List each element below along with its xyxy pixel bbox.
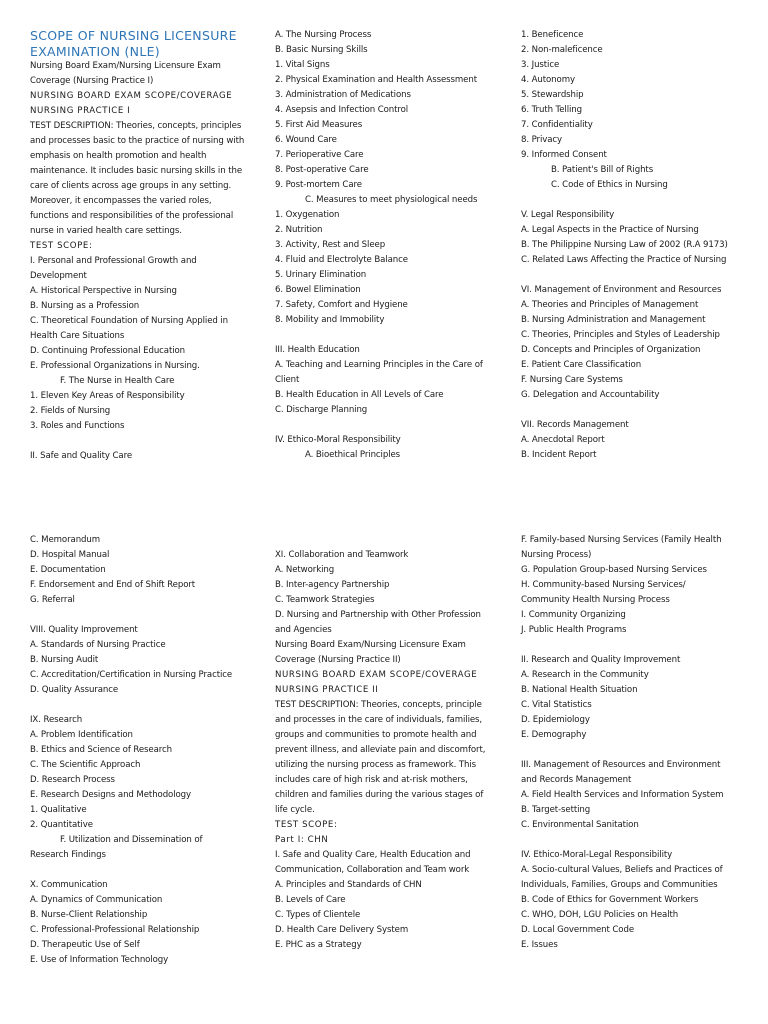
text-line: B. Nursing Administration and Management (521, 315, 706, 325)
blank-line (521, 833, 737, 848)
text-line: B. Nursing Audit (30, 655, 99, 665)
text-line: F. Endorsement and End of Shift Report (30, 580, 196, 590)
text-line: A. Dynamics of Communication (30, 895, 163, 905)
text-line: A. Research in the Community (521, 670, 649, 680)
text-line: 2. Physical Examination and Health Assessment (275, 75, 477, 85)
blank-line (30, 434, 246, 449)
text-line: 8. Post-operative Care (275, 165, 369, 175)
text-line: I. Safe and Quality Care, Health Education and Communication, Collaboration and Team work (275, 850, 471, 875)
text-line: TEST DESCRIPTION: Theories, concepts, principle and processes in the care of individuals, families, groups and communities to promote health and prevent illness, and alleviate pain and discomfort, utilizing the nursing process as framework. This includes care of high risk and at-risk mothers, children and families during the various stages of life cycle. (275, 700, 486, 815)
text-line: II. Safe and Quality Care (30, 451, 133, 461)
text-line: 3. Justice (521, 60, 560, 70)
text-line: 4. Asepsis and Infection Control (275, 105, 409, 115)
blank-line (30, 863, 246, 878)
text-line: A. Historical Perspective in Nursing (30, 286, 177, 296)
blank-line (521, 743, 737, 758)
text-line: D. Hospital Manual (30, 550, 110, 560)
text-line: E. Professional Organizations in Nursing. (30, 361, 200, 371)
text-line: D. Research Process (30, 775, 115, 785)
text-line: 2. Non-maleficence (521, 45, 603, 55)
text-line: C. Theories, Principles and Styles of Leadership (521, 330, 720, 340)
text-line: A. Anecdotal Report (521, 435, 605, 445)
text-line: C. WHO, DOH, LGU Policies on Health (521, 910, 679, 920)
text-line: C. Professional-Professional Relationship (30, 925, 200, 935)
text-line: J. Public Health Programs (521, 625, 627, 635)
text-line: A. Field Health Services and Information System (521, 790, 724, 800)
text-line: D. Local Government Code (521, 925, 635, 935)
text-line: IV. Ethico-Moral-Legal Responsibility (521, 850, 673, 860)
text-line: F. Utilization and Dissemination of (60, 835, 203, 845)
text-line: D. Continuing Professional Education (30, 346, 186, 356)
text-line: C. Theoretical Foundation of Nursing Applied in Health Care Situations (30, 316, 229, 341)
document-title: SCOPE OF NURSING LICENSURE EXAMINATION (NLE) (30, 28, 237, 59)
text-line: A. Bioethical Principles (305, 450, 401, 460)
text-line: 6. Bowel Elimination (275, 285, 361, 295)
text-line: 6. Truth Telling (521, 105, 582, 115)
blank-line (521, 403, 737, 418)
text-line: F. The Nurse in Health Care (60, 376, 175, 386)
text-line: VIII. Quality Improvement (30, 625, 138, 635)
text-line: I. Community Organizing (521, 610, 626, 620)
text-line: G. Population Group-based Nursing Services (521, 565, 707, 575)
text-line: VI. Management of Environment and Resources (521, 285, 722, 295)
text-line: 8. Privacy (521, 135, 563, 145)
text-line: D. Epidemiology (521, 715, 590, 725)
text-line: 7. Confidentiality (521, 120, 593, 130)
text-line: F. Family-based Nursing Services (Family Health Nursing Process) (521, 535, 722, 560)
text-line: C. Teamwork Strategies (275, 595, 375, 605)
text-line: 3. Activity, Rest and Sleep (275, 240, 386, 250)
text-column-3 (521, 28, 737, 463)
text-line: B. Ethics and Science of Research (30, 745, 173, 755)
text-line: B. Basic Nursing Skills (275, 45, 368, 55)
text-line: 1. Qualitative (30, 805, 87, 815)
text-line: B. National Health Situation (521, 685, 638, 695)
text-line: F. Nursing Care Systems (521, 375, 623, 385)
text-line: B. Health Education in All Levels of Care (275, 390, 444, 400)
text-line: A. Standards of Nursing Practice (30, 640, 166, 650)
blank-line (30, 608, 246, 623)
text-line: 7. Perioperative Care (275, 150, 364, 160)
text-line: C. Discharge Planning (275, 405, 368, 415)
text-line: 9. Post-mortem Care (275, 180, 362, 190)
text-line: 2. Fields of Nursing (30, 406, 111, 416)
blank-line (521, 638, 737, 653)
text-line: X. Communication (30, 880, 108, 890)
text-line: C. Environmental Sanitation (521, 820, 639, 830)
blank-line (275, 418, 491, 433)
text-line: 6. Wound Care (275, 135, 337, 145)
text-line: I. Personal and Professional Growth and Development (30, 256, 197, 281)
text-line: 2. Quantitative (30, 820, 93, 830)
text-line: V. Legal Responsibility (521, 210, 615, 220)
text-line: NURSING PRACTICE II (275, 685, 379, 695)
text-line: B. Code of Ethics for Government Workers (521, 895, 699, 905)
text-line: 9. Informed Consent (521, 150, 607, 160)
text-column-1 (30, 533, 246, 968)
blank-line (521, 268, 737, 283)
text-line: B. Patient's Bill of Rights (551, 165, 654, 175)
text-line: 5. Stewardship (521, 90, 584, 100)
text-line: A. Legal Aspects in the Practice of Nursing (521, 225, 699, 235)
text-line: B. Incident Report (521, 450, 597, 460)
text-line: D. Therapeutic Use of Self (30, 940, 140, 950)
text-line: E. PHC as a Strategy (275, 940, 362, 950)
text-line: 1. Oxygenation (275, 210, 340, 220)
text-line: C. The Scientific Approach (30, 760, 141, 770)
text-line: E. Demography (521, 730, 587, 740)
text-line: G. Referral (30, 595, 75, 605)
text-line: 3. Administration of Medications (275, 90, 411, 100)
text-line: B. Nursing as a Profession (30, 301, 140, 311)
text-line: 1. Eleven Key Areas of Responsibility (30, 391, 185, 401)
text-line: B. Nurse-Client Relationship (30, 910, 148, 920)
text-column-3 (521, 533, 737, 953)
text-line: C. Vital Statistics (521, 700, 592, 710)
text-line: 5. Urinary Elimination (275, 270, 367, 280)
text-line: Part I: CHN (275, 835, 329, 845)
text-line: NURSING BOARD EXAM SCOPE/COVERAGE (30, 91, 233, 101)
text-line: A. Theories and Principles of Management (521, 300, 699, 310)
text-line: A. Teaching and Learning Principles in the Care of Client (275, 360, 483, 385)
text-line: C. Measures to meet physiological needs (305, 195, 478, 205)
text-column-2 (275, 28, 491, 463)
text-line: B. Target-setting (521, 805, 591, 815)
text-line: C. Code of Ethics in Nursing (551, 180, 668, 190)
text-line: TEST SCOPE: (30, 241, 93, 251)
text-line: 4. Fluid and Electrolyte Balance (275, 255, 408, 265)
text-line: A. Networking (275, 565, 335, 575)
text-line: 4. Autonomy (521, 75, 575, 85)
text-line: H. Community-based Nursing Services/ Community Health Nursing Process (521, 580, 686, 605)
blank-line (521, 193, 737, 208)
text-line: III. Health Education (275, 345, 360, 355)
text-line: C. Memorandum (30, 535, 101, 545)
text-line: XI. Collaboration and Teamwork (275, 550, 409, 560)
text-line: NURSING BOARD EXAM SCOPE/COVERAGE (275, 670, 478, 680)
text-line: B. Levels of Care (275, 895, 346, 905)
text-line: 3. Roles and Functions (30, 421, 125, 431)
text-line: D. Health Care Delivery System (275, 925, 409, 935)
text-line: B. The Philippine Nursing Law of 2002 (R.A 9173) (521, 240, 728, 250)
text-line: A. Problem Identification (30, 730, 133, 740)
blank-line (30, 698, 246, 713)
text-line: TEST DESCRIPTION: Theories, concepts, principles and processes basic to the practice of nursing with emphasis on health promotion and health maintenance. It includes basic nursing skills in the care of clients across age groups in any setting. Moreover, it encompasses the varied roles, functions and responsibilities of the professional nurse in varied health care settings. (30, 121, 245, 236)
document-page-1 (0, 28, 768, 508)
text-line: E. Use of Information Technology (30, 955, 169, 965)
text-line: E. Patient Care Classification (521, 360, 642, 370)
text-line: TEST SCOPE: (275, 820, 338, 830)
text-line: IX. Research (30, 715, 83, 725)
blank-line (275, 533, 491, 548)
text-line: G. Delegation and Accountability (521, 390, 660, 400)
text-line: III. Management of Resources and Environment and Records Management (521, 760, 721, 785)
text-line: A. The Nursing Process (275, 30, 372, 40)
text-line: 7. Safety, Comfort and Hygiene (275, 300, 408, 310)
text-line: 1. Beneficence (521, 30, 584, 40)
text-line: NURSING PRACTICE I (30, 106, 131, 116)
text-column-2 (275, 533, 491, 953)
text-line: Nursing Board Exam/Nursing Licensure Exam Coverage (Nursing Practice I) (30, 61, 221, 86)
text-line: E. Research Designs and Methodology (30, 790, 191, 800)
text-line: C. Accreditation/Certification in Nursing Practice (30, 670, 233, 680)
text-line: C. Related Laws Affecting the Practice of Nursing (521, 255, 727, 265)
blank-line (275, 328, 491, 343)
text-line: D. Nursing and Partnership with Other Profession and Agencies (275, 610, 481, 635)
text-line: A. Socio-cultural Values, Beliefs and Practices of Individuals, Families, Groups and Communities (521, 865, 723, 890)
text-line: 5. First Aid Measures (275, 120, 363, 130)
text-line: 1. Vital Signs (275, 60, 330, 70)
text-line: VII. Records Management (521, 420, 629, 430)
text-line: A. Principles and Standards of CHN (275, 880, 422, 890)
text-line: II. Research and Quality Improvement (521, 655, 681, 665)
text-line: IV. Ethico-Moral Responsibility (275, 435, 401, 445)
text-line: 8. Mobility and Immobility (275, 315, 385, 325)
text-line: Nursing Board Exam/Nursing Licensure Exam Coverage (Nursing Practice II) (275, 640, 466, 665)
text-line: D. Concepts and Principles of Organization (521, 345, 701, 355)
text-line: Research Findings (30, 850, 106, 860)
text-line: E. Issues (521, 940, 558, 950)
text-line: C. Types of Clientele (275, 910, 361, 920)
text-column-1 (30, 28, 246, 464)
text-line: E. Documentation (30, 565, 106, 575)
text-line: D. Quality Assurance (30, 685, 119, 695)
text-line: 2. Nutrition (275, 225, 323, 235)
text-line: B. Inter-agency Partnership (275, 580, 390, 590)
document-page-2 (0, 533, 768, 1013)
